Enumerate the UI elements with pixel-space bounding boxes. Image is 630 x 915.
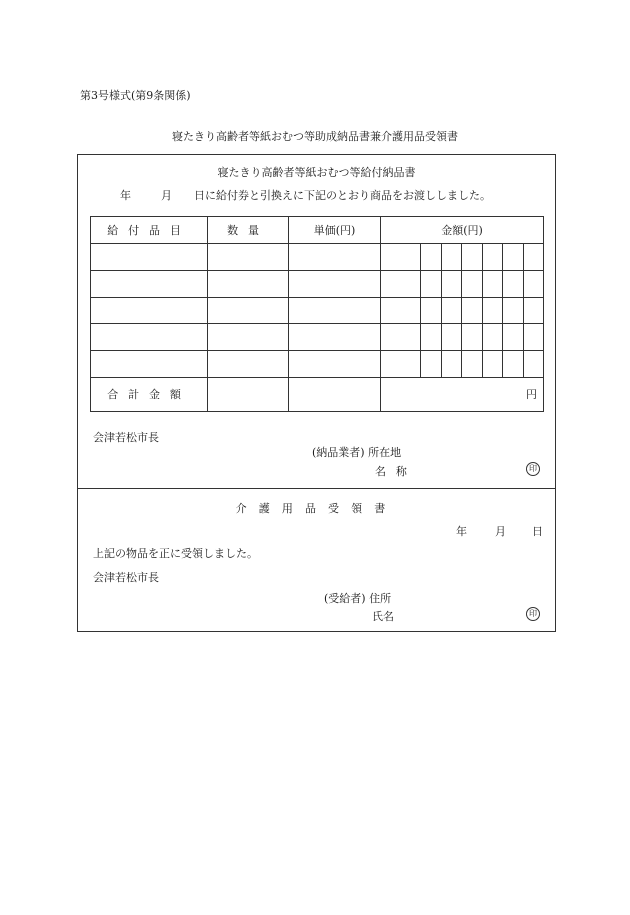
table-row bbox=[91, 351, 544, 378]
year-label: 年 bbox=[456, 525, 467, 538]
seal-stamp-icon: 印 bbox=[526, 462, 540, 476]
unit-price-cell[interactable] bbox=[289, 270, 381, 297]
receipt-section-title: 介護用品受領書 bbox=[235, 502, 398, 515]
header-quantity: 数量 bbox=[208, 217, 289, 244]
delivery-items-table bbox=[90, 216, 544, 412]
item-cell[interactable] bbox=[91, 244, 208, 271]
recipient-address-label: (受給者) 住所 bbox=[324, 592, 392, 605]
amount-digits-cell[interactable] bbox=[421, 270, 544, 297]
receipt-statement: 上記の物品を正に受領しました。 bbox=[93, 547, 258, 560]
section-divider bbox=[77, 488, 556, 489]
vendor-address-label: (納品業者) 所在地 bbox=[312, 446, 402, 459]
total-amount-label: 合計金額 bbox=[91, 377, 208, 411]
receipt-date bbox=[456, 523, 543, 539]
unit-price-cell[interactable] bbox=[289, 244, 381, 271]
document-title: 寝たきり高齢者等紙おむつ等助成納品書兼介護用品受領書 bbox=[172, 130, 458, 143]
table-row bbox=[91, 244, 544, 271]
addressee-mayor: 会津若松市長 bbox=[93, 431, 159, 444]
table-header-row bbox=[91, 217, 544, 244]
recipient-name-label: 氏名 bbox=[372, 610, 394, 623]
total-amount-cell[interactable] bbox=[381, 377, 544, 411]
delivery-date-sentence bbox=[120, 187, 491, 203]
month-label: 月 bbox=[161, 189, 172, 202]
total-unit-price-cell[interactable] bbox=[289, 377, 381, 411]
item-cell[interactable] bbox=[91, 297, 208, 324]
unit-price-cell[interactable] bbox=[289, 351, 381, 378]
header-item: 給付品目 bbox=[91, 217, 208, 244]
table-row bbox=[91, 297, 544, 324]
amount-digits-cell[interactable] bbox=[421, 351, 544, 378]
delivery-sentence: 日に給付券と引換えに下記のとおり商品をお渡ししました。 bbox=[194, 189, 491, 202]
quantity-cell[interactable] bbox=[208, 324, 289, 351]
item-cell[interactable] bbox=[91, 351, 208, 378]
addressee-mayor: 会津若松市長 bbox=[93, 571, 159, 584]
form-number-label: 第3号様式(第9条関係) bbox=[80, 89, 191, 102]
year-label: 年 bbox=[120, 189, 131, 202]
delivery-section-title: 寝たきり高齢者等紙おむつ等給付納品書 bbox=[217, 166, 416, 179]
quantity-cell[interactable] bbox=[208, 270, 289, 297]
seal-stamp-icon: 印 bbox=[526, 607, 540, 621]
amount-cell-lead[interactable] bbox=[381, 270, 421, 297]
quantity-cell[interactable] bbox=[208, 297, 289, 324]
total-row bbox=[91, 377, 544, 411]
item-cell[interactable] bbox=[91, 270, 208, 297]
header-unit-price: 単価(円) bbox=[289, 217, 381, 244]
total-quantity-cell[interactable] bbox=[208, 377, 289, 411]
header-amount: 金額(円) bbox=[381, 217, 544, 244]
yen-unit: 円 bbox=[526, 388, 537, 402]
unit-price-cell[interactable] bbox=[289, 297, 381, 324]
quantity-cell[interactable] bbox=[208, 351, 289, 378]
quantity-cell[interactable] bbox=[208, 244, 289, 271]
amount-digits-cell[interactable] bbox=[421, 244, 544, 271]
amount-cell-lead[interactable] bbox=[381, 324, 421, 351]
vendor-name-label: 名称 bbox=[375, 465, 417, 478]
table-row bbox=[91, 324, 544, 351]
month-label: 月 bbox=[495, 525, 506, 538]
amount-cell-lead[interactable] bbox=[381, 297, 421, 324]
item-cell[interactable] bbox=[91, 324, 208, 351]
amount-cell-lead[interactable] bbox=[381, 244, 421, 271]
amount-digits-cell[interactable] bbox=[421, 297, 544, 324]
day-label: 日 bbox=[532, 525, 543, 538]
table-row bbox=[91, 270, 544, 297]
unit-price-cell[interactable] bbox=[289, 324, 381, 351]
amount-cell-lead[interactable] bbox=[381, 351, 421, 378]
amount-digits-cell[interactable] bbox=[421, 324, 544, 351]
